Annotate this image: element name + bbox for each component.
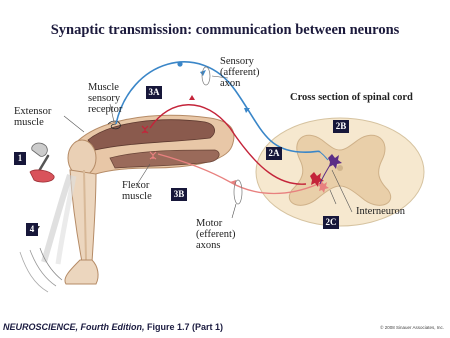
label-line: (afferent) [220,67,260,78]
label-line: axon [220,78,241,89]
footer-figure: Figure 1.7 (Part 1) [147,322,224,332]
label-flexor-muscle [122,180,152,202]
label-line: sensory [88,93,121,104]
footer-copyright: © 2008 Sinauer Associates, Inc. [380,325,444,330]
reflex-hammer [30,143,54,182]
label-muscle-sensory-receptor [88,82,122,115]
sensory-axon-bracket [202,67,210,85]
footer-book: NEUROSCIENCE, Fourth Edition, [3,322,145,332]
step-tag-2b: 2B [333,120,349,133]
label-line: Motor [196,218,223,229]
motor-axons-bracket [234,180,242,204]
footer-citation [3,322,223,332]
label-line: Extensor [14,106,52,117]
step-tag-3b: 3B [171,188,187,201]
label-line: receptor [88,104,123,115]
label-sensory-axon [220,56,259,89]
step-tag-3a: 3A [146,86,162,99]
label-line: muscle [14,117,44,128]
step-tag-2c: 2C [323,216,339,229]
leg-illustration [20,115,234,292]
label-line: Muscle [88,82,119,93]
label-line: (efferent) [196,229,236,240]
figure-title: Synaptic transmission: communication between neurons [50,22,400,38]
label-line: muscle [122,191,152,202]
step-tag-2a: 2A [266,147,282,160]
label-motor-axons [196,218,235,251]
label-line: axons [196,240,221,251]
label-line: Sensory [220,56,254,67]
dorsal-root-ganglion-soma [177,61,182,66]
label-line: Flexor [122,180,150,191]
label-extensor-muscle [14,106,51,128]
step-tag-4: 4 [26,223,38,236]
label-cross-section: Cross section of spinal cord [290,92,413,103]
step-tag-1: 1 [14,152,26,165]
label-interneuron: Interneuron [356,206,405,217]
